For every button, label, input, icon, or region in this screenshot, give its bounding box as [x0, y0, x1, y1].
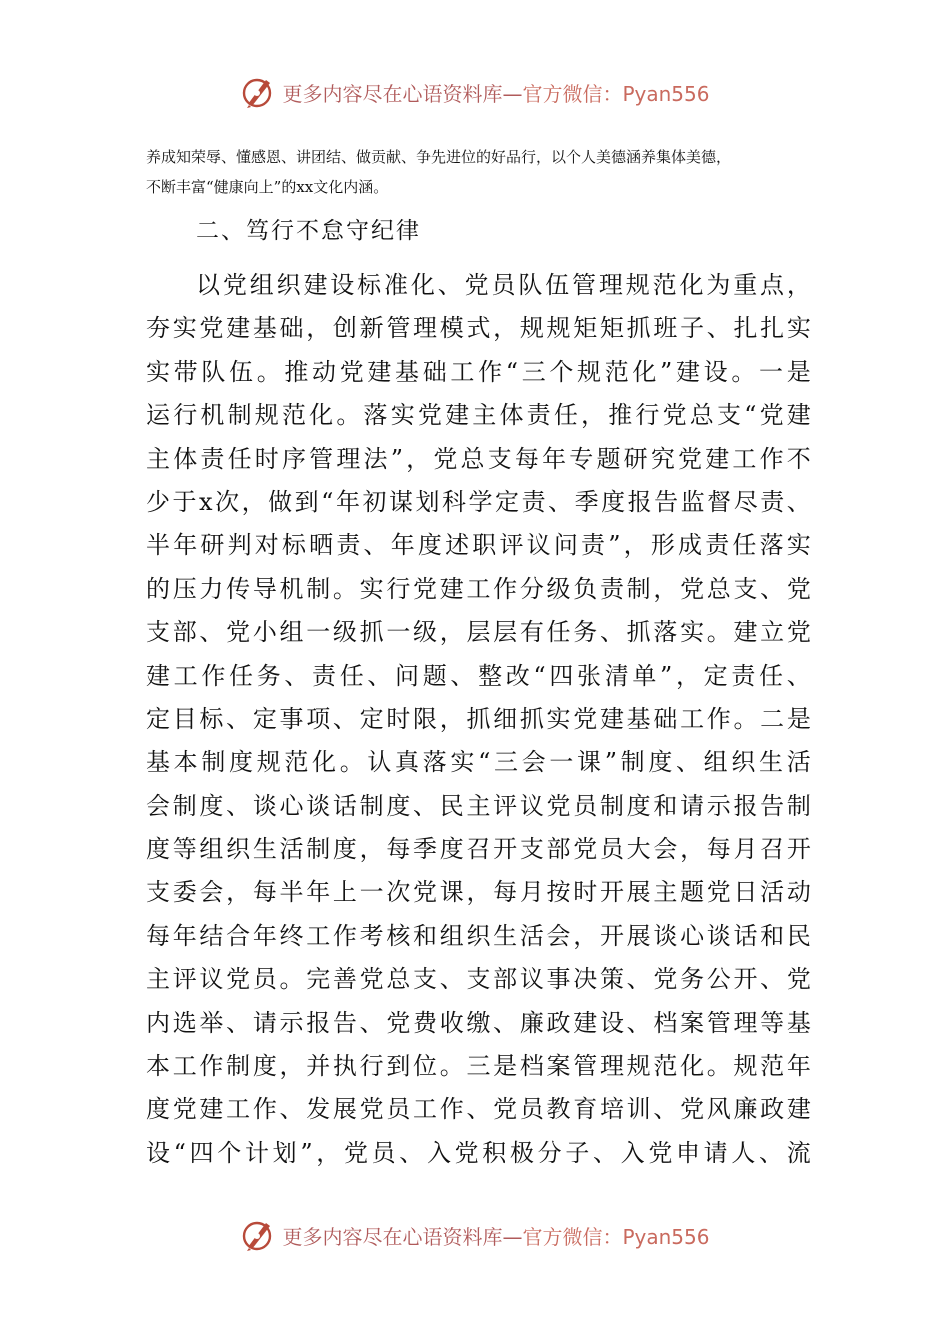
body-line: 支 部 、 党 小 组 一 级 抓 一 级 ， 层 层 有 任 务 、 抓 落 实 。 建 立 党: [146, 618, 811, 647]
body-paragraph: [146, 264, 811, 1175]
body-line: 度 等 组 织 生 活 制 度 ， 每 季 度 召 开 支 部 党 员 大 会 ， 每 月 召 开: [146, 835, 811, 864]
banner-site-text: 更多内容尽在心语资料库—: [282, 81, 523, 106]
body-line: 度 党 建 工 作 、 发 展 党 员 工 作 、 党 员 教 育 培 训 、 党 风 廉 政 建: [146, 1095, 811, 1124]
body-line: 建 工 作 任 务 、 责 任 、 问 题 、 整 改 “ 四 张 清 单 ” ， 定 责 任 、: [146, 661, 811, 690]
body-line: 实 带 队 伍 。 推 动 党 建 基 础 工 作 “ 三 个 规 范 化 ” 建 设 。 一 是: [146, 357, 811, 386]
body-line: 会 制 度 、 谈 心 谈 话 制 度 、 民 主 评 议 党 员 制 度 和 请 示 报 告 制: [146, 791, 811, 820]
banner-wechat-text: 官方微信：Pyan556: [522, 1224, 710, 1249]
body-line: 夯 实 党 建 基 础 ， 创 新 管 理 模 式 ， 规 规 矩 矩 抓 班 子 、 扎 扎 实: [146, 314, 811, 343]
previous-paragraph-end: [146, 142, 811, 202]
body-line: 内 选 举 、 请 示 报 告 、 党 费 收 缴 、 廉 政 建 设 、 档 案 管 理 等 基: [146, 1008, 811, 1037]
body-line: 主 评 议 党 员 。 完 善 党 总 支 、 支 部 议 事 决 策 、 党 务 公 开 、 党: [146, 965, 811, 994]
body-line: 设 “ 四 个 计 划 ” ， 党 员 、 入 党 积 极 分 子 、 入 党 申 请 人 、 流: [146, 1138, 811, 1167]
body-line: 以 党 组 织 建 设 标 准 化 、 党 员 队 伍 管 理 规 范 化 为 重 点 ，: [196, 271, 811, 299]
small-text-line: 养成知荣辱、懂感恩、讲团结、做贡献、争先进位的好品行，以个人美德涵养集体美德，: [146, 148, 732, 166]
small-text-line: 不断丰富“健康向上”的xx文化内涵。: [146, 178, 389, 196]
banner-site-text: 更多内容尽在心语资料库—: [282, 1224, 523, 1249]
banner-text: [282, 1221, 709, 1250]
body-line: 的 压 力 传 导 机 制 。 实 行 党 建 工 作 分 级 负 责 制 ， 党 总 支 、 党: [146, 574, 811, 603]
section-heading: 二、笃行不怠守纪律: [196, 218, 421, 244]
body-line: 支 委 会 ， 每 半 年 上 一 次 党 课 ， 每 月 按 时 开 展 主 题 党 日 活 动: [146, 878, 811, 907]
body-line: 少 于 x 次 ， 做 到 “ 年 初 谋 划 科 学 定 责 、 季 度 报 告 监 督 尽 责 、: [146, 487, 811, 516]
pen-logo-icon: [240, 1217, 276, 1253]
top-banner: [0, 70, 950, 114]
body-line: 运 行 机 制 规 范 化 。 落 实 党 建 主 体 责 任 ， 推 行 党 总 支 “ 党 建: [146, 401, 811, 430]
bottom-banner: [0, 1213, 950, 1257]
body-line: 半 年 研 判 对 标 晒 责 、 年 度 述 职 评 议 问 责 ” ， 形 成 责 任 落 实: [146, 531, 811, 560]
body-line: 基 本 制 度 规 范 化 。 认 真 落 实 “ 三 会 一 课 ” 制 度 、 组 织 生 活: [146, 748, 811, 777]
banner-wechat-text: 官方微信：Pyan556: [522, 81, 710, 106]
pen-logo-icon: [240, 74, 276, 110]
body-line: 每 年 结 合 年 终 工 作 考 核 和 组 织 生 活 会 ， 开 展 谈 心 谈 话 和 民: [146, 921, 811, 950]
banner-text: [282, 78, 709, 107]
body-line: 主 体 责 任 时 序 管 理 法 ” ， 党 总 支 每 年 专 题 研 究 党 建 工 作 不: [146, 444, 811, 473]
body-line: 定 目 标 、 定 事 项 、 定 时 限 ， 抓 细 抓 实 党 建 基 础 工 作 。 二 是: [146, 704, 811, 733]
body-line: 本 工 作 制 度 ， 并 执 行 到 位 。 三 是 档 案 管 理 规 范 化 。 规 范 年: [146, 1052, 811, 1081]
